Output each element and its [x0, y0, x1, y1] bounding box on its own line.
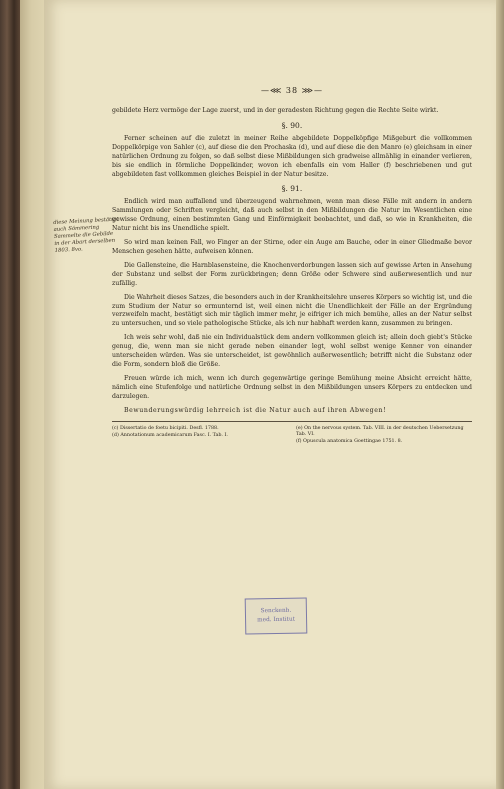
- header-ornament-left: —⋘: [260, 86, 283, 95]
- book-spine: [0, 0, 20, 789]
- footnote: (c) Dissertatio de foetu bicipiti. Desfl. 1788.: [112, 426, 219, 432]
- footnote: (f) Opuscula anatomica Goettingae 1751. 8.: [296, 439, 403, 445]
- margin-note: auch Sömmering: [53, 224, 100, 233]
- footnote: (e) On the nervous system. Tab. VIII. in der deutschen Uebersetzung Tab. VI.: [296, 426, 464, 438]
- margin-note: Sammelte die Gebilde: [53, 230, 114, 240]
- paragraph-91-2: So wird man keinen Fall, wo Finger an der Stirne, oder ein Auge am Bauche, oder in einer Gliedmaße bevor Menschen gesehen hätte, aufweisen können.: [112, 239, 472, 255]
- handwritten-margin-notes: [53, 216, 129, 255]
- page-number: 38: [285, 86, 299, 95]
- margin-note: 1803. 8vo.: [54, 246, 83, 254]
- paragraph-91-4: Die Wahrheit dieses Satzes, die besonders auch in der Krankheitslehre unseres Körpers so wichtig ist, und die zum Studium der Natur so ermunternd ist, weil einen nicht die Unendlichkeit der Fälle an der Ergründung verzweifeln macht, bestätigt sich mir täglich immer mehr, je eifriger ich mich bemühe, alles an der Natur selbst zu untersuchen, und so viele pathologische Stücke, als ich nur habhaft werden kann, zusammen zu bringen.: [112, 293, 472, 328]
- paragraph-91-6: Freuen würde ich mich, wenn ich durch gegenwärtige geringe Bemühung meine Absicht erreicht hätte, nämlich eine Stufenfolge und natürliche Ordnung selbst in den Mißbildungen unsers Körpers zu entdecken und darzulegen.: [112, 374, 472, 400]
- footnotes-left: [112, 426, 288, 446]
- paragraph-91-1: Endlich wird man auffallend und überzeugend wahrnehmen, wenn man diese Fälle mit andern in andern Sammlungen oder Schriften vergleicht, daß auch selbst in den Mißbildungen die Natur im Wesentlichen eine gewisse Ordnung, einen bestimmten Gang und Einförmigkeit beobachtet, und daß, so wie in Krankheiten, die Natur nicht bis ins Unendliche spielt.: [112, 198, 472, 233]
- footnotes: [112, 426, 472, 446]
- margin-note: diese Meinung bestätigt: [53, 216, 119, 226]
- stamp-line-2: med. Institut: [257, 616, 296, 624]
- footnote: (d) Annotationum academicarum Fasc. I. Tab. I.: [112, 433, 228, 439]
- paragraph-90: Ferner scheinen auf die zuletzt in meiner Reihe abgebildete Doppelköpfige Mißgeburt die vollkommen Doppelkörpige von Sahler (c), auf diese die den Prochaska (d), und auf diese die den Manro (e) gleichsam in einer natürlichen Ordnung zu folgen, so daß selbst diese Mißbildungen sich gradweise allmählig in einander verlieren, bis sie endlich in förmliche Doppelkinder, wovon ich ebenfalls ein vom Haller (f) beschriebenen und gut abgebildeten fast vollkommen gleiches Beispiel in der Natur besitze.: [112, 134, 472, 178]
- header-ornament-right: ⋙—: [301, 86, 324, 95]
- page-header: [112, 86, 472, 95]
- footnote-rule: [112, 421, 472, 422]
- paragraph-top: gebildete Herz vermöge der Lage zuerst, und in der geradesten Richtung gegen die Rechte Seite wirkt.: [112, 107, 439, 114]
- closing-line: Bewunderungswürdig lehrreich ist die Natur auch auf ihren Abwegen!: [124, 406, 387, 414]
- library-stamp: [245, 597, 308, 634]
- margin-note: in der Abart derselben: [54, 237, 116, 247]
- section-heading-90: §. 90.: [281, 120, 303, 130]
- paragraph-91-3: Die Gallensteine, die Harnblasensteine, die Knochenverdorbungen lassen sich auf gewisse Arten in Ansehung der Substanz und selbst der Form zurückbringen; denn Größe oder Schwere sind außerwesentlich und nur zufällig.: [112, 261, 472, 287]
- page-edge-right: [496, 0, 504, 789]
- section-heading-91: §. 91.: [281, 184, 303, 194]
- paragraph-91-5: Ich weis sehr wohl, daß nie ein Individualstück dem andern vollkommen gleich ist; allein doch giebt's Stücke genug, die, wenn man sie nicht gerade neben einander legt, wohl selbst wenige Kenner von einander unterscheiden würden. Was sie unterscheidet, ist gewöhnlich außerwesentlich; betrifft nicht die Substanz oder die Form, sondern bloß die Größe.: [112, 334, 472, 368]
- footnotes-right: [296, 426, 472, 446]
- page-text: [112, 86, 472, 446]
- stamp-line-1: Senckenb.: [260, 607, 292, 615]
